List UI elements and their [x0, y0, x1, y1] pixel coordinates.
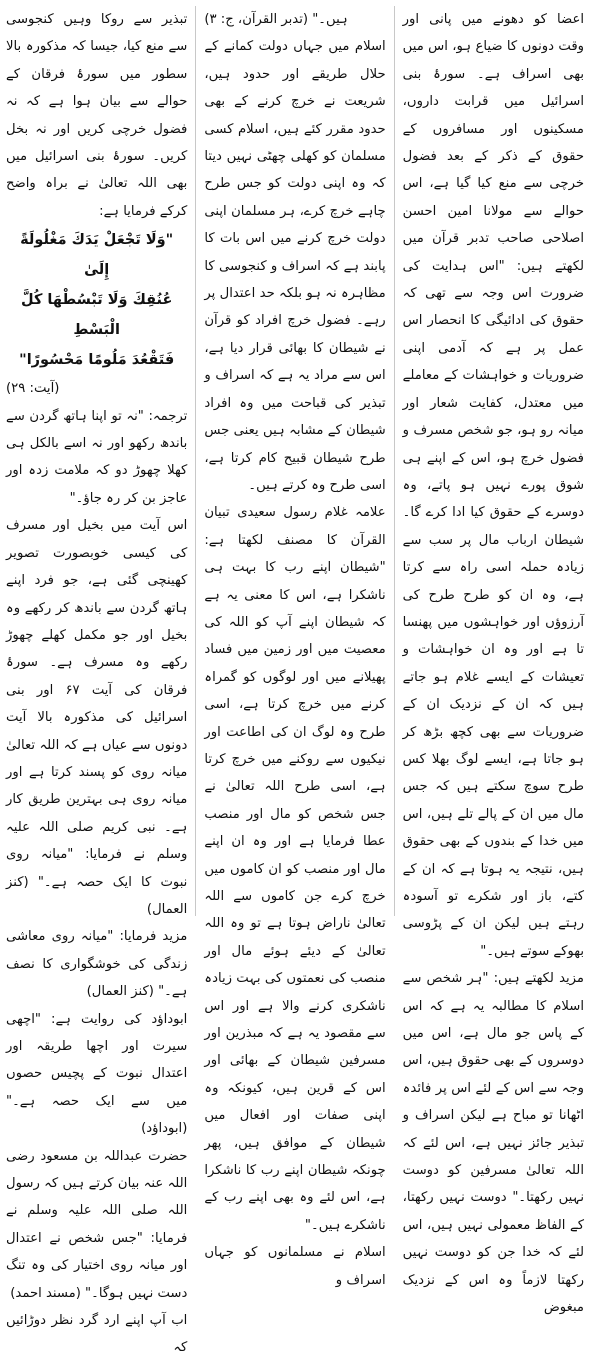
paragraph: اعضا کو دھونے میں پانی اور وقت دونوں کا ضیاع ہو، اس میں بھی اسراف ہے۔ سورۂ بنی اسرائیل میں قرابت داروں، مسکینوں اور مسافروں کے حقوق کے ذکر کے بعد فضول خرچی سے منع کیا گیا ہے، اس حوالے سے مولانا امین احسن اصلاحی صاحب تدبر قرآن میں لکھتے ہیں: "اس ہدایت کی ضرورت اس وجہ سے تھی کہ حقوق کی ادائیگی کا انحصار اس عمل پر ہے کہ آدمی اپنی ضروریات و خواہشات کے معاملے میں معتدل، کفایت شعار اور میانہ رو ہو، جو شخص مسرف و فضول خرچ ہو، اس کے اپنے ہی شوق پورے نہیں ہو پاتے، وہ دوسرے کے حقوق کیا ادا کرے گا۔ شیطان ارباب مال پر سب سے زیادہ حملہ اسی راہ سے کرتا ہے، وہ ان کو طرح طرح کی آرزوؤں اور خواہشوں میں پھنسا تا ہے اور وہ ان خواہشات و تعیشات کے ایسے غلام ہو جاتے ہیں کہ ان کے نزدیک ان کے ضروریات سے بھی کچھ بڑھ کر ہو جاتا ہے، ایسے لوگ بھلا کس طرح سوچ سکتے ہیں کہ جس مال میں ان کے پالے تلے ہیں، اس میں خدا کے بندوں کے بھی حقوق ہیں، نتیجہ یہ ہوتا ہے کہ ان کے کتے، باز اور شکرے تو آسودہ رہتے ہیں لیکن ان کے پڑوسی بھوکے سوتے ہیں۔" — [402, 12, 584, 959]
ayah-reference: (آیت: ۲۹) — [6, 381, 60, 397]
translation-paragraph: ترجمہ: "نہ تو اپنا ہاتھ گردن سے باندھ رکھو اور نہ اسے بالکل ہی کھلا چھوڑ دو کہ ملامت زدہ اور عاجز بن کر رہ جاؤ۔" — [6, 408, 188, 506]
column-divider — [195, 6, 196, 916]
paragraph: اس آیت میں بخیل اور مسرف کی کیسی خوبصورت تصویر کھینچی گئی ہے، جو فرد اپنے ہاتھ گردن سے باندھ کر رکھے وہ بخیل اور جو مکمل کھلے چھوڑ رکھے وہ مسرف ہے۔ سورۂ فرقان کی آیت ۶۷ اور بنی اسرائیل کی مذکورہ بالا آیت دونوں سے عیاں ہے کہ اللہ تعالیٰ میانہ روی کو پسند کرتا ہے اور میانہ روی ہی بہترین طریق کار ہے۔ نبی کریم صلی اللہ علیہ وسلم نے فرمایا: "میانہ روی نبوت کا ایک حصہ ہے۔" (کنز العمال) — [6, 518, 188, 917]
column-divider — [394, 6, 395, 916]
paragraph: حضرت عبداللہ بن مسعود رضی اللہ عنہ بیان کرتے ہیں کہ رسول اللہ صلی اللہ علیہ وسلم نے فرمایا: "جس شخص نے اعتدال اور میانہ روی اختیار کی وہ تنگ دست نہیں ہوگا۔" (مسند احمد) — [6, 1148, 188, 1301]
column-middle — [204, 6, 386, 1288]
quran-verse-line: عُنُقِكَ وَلَا تَبْسُطْهَا كُلَّ الْبَسْطِ — [21, 292, 173, 339]
paragraph: تبذیر سے روکا وہیں کنجوسی سے منع کیا، جیسا کہ مذکورہ بالا سطور میں سورۂ فرقان کے حوالے سے بیان ہوا ہے کہ نہ فضول خرچی کریں اور نہ بخل کریں۔ سورۂ بنی اسرائیل میں بھی اللہ تعالیٰ نے براہ واضح کرکے فرمایا ہے: — [6, 12, 188, 219]
paragraph: اسلام نے مسلمانوں کو جہاں اسراف و — [204, 1245, 386, 1288]
paragraph: اب آپ اپنے ارد گرد نظر دوڑائیں کہ — [6, 1313, 188, 1356]
quran-verse-line: فَتَقْعُدَ مَلُومًا مَحْسُورًا" — [19, 352, 175, 369]
column-right — [402, 6, 584, 1316]
paragraph: مزید لکھتے ہیں: "ہر شخص سے اسلام کا مطالبہ یہ ہے کہ اس کے پاس جو مال ہے، اس میں دوسروں کے بھی حقوق ہیں، اس وجہ سے اس کے لئے اس پر فائدہ اٹھانا تو مباح ہے لیکن اسراف و تبذیر جائز نہیں ہے، اس لئے کہ اللہ تعالیٰ مسرفین کو دوست نہیں رکھتا۔" دوست نہیں رکھتا، کے الفاظ معمولی نہیں ہیں، اس لئے کہ خدا جن کو دوست نہیں رکھتا لازماً وہ اس کے نزدیک مبغوض — [402, 971, 584, 1316]
quran-verse-line: "وَلَا تَجْعَلْ يَدَكَ مَغْلُولَةً إِلَىٰ — [20, 232, 174, 279]
paragraph: ابوداؤد کی روایت ہے: "اچھی سیرت اور اچھا طریقہ اور اعتدال نبوت کے پچیس حصوں میں سے ایک حصہ ہے۔" (ابوداؤد) — [6, 1011, 188, 1137]
citation-line: ہیں۔" (تدبر القرآن، ج: ۳) — [204, 12, 348, 27]
paragraph: علامہ غلام رسول سعیدی تبیان القرآن کا مصنف لکھتا ہے: "شیطان اپنے رب کا بہت ہی ناشکرا ہے، اس کا معنی یہ ہے کہ شیطان اپنے آپ کو اللہ کی معصیت میں اور زمین میں فساد پھیلانے میں اور لوگوں کو گمراہ کرنے میں خرچ کرتا ہے، اسی طرح وہ لوگ ان کی اطاعت اور نیکیوں سے روکنے میں خرچ کرتا ہے، اسی طرح اللہ تعالیٰ نے جس شخص کو مال اور منصب عطا فرمایا ہے اور وہ ان اپنے مال اور منصب کو ان کاموں میں خرچ کرے جن کاموں سے اللہ تعالیٰ ناراض ہوتا ہے تو وہ اللہ تعالیٰ کے دیئے ہوئے مال اور منصب کی نعمتوں کی بہت زیادہ ناشکری کرنے والا ہے اور اس سے مقصود یہ ہے کہ مبذرین اور مسرفین شیطان کے بھائی اور اس کے قرین ہیں، کیونکہ وہ اپنی صفات اور افعال میں شیطان کے موافق ہیں، پھر چونکہ شیطان اپنے رب کا ناشکرا ہے، اس لئے وہ بھی اپنے رب کے ناشکرے ہیں۔" — [204, 505, 386, 1233]
column-left — [6, 6, 188, 1356]
paragraph: اسلام میں جہاں دولت کمانے کے حلال طریقے اور حدود ہیں، شریعت نے خرچ کرنے کے بھی حدود مقرر کئے ہیں، اسلام کسی مسلمان کو کھلی چھٹی نہیں دیتا کہ وہ اپنی دولت کو جس طرح چاہے خرچ کرے، ہر مسلمان اپنی دولت خرچ کرنے میں اس بات کا پابند ہے کہ اسراف و کنجوسی کا مظاہرہ نہ ہو بلکہ حد اعتدال پر رہے۔ فضول خرچ افراد کو قرآن نے شیطان کا بھائی قرار دیا ہے، اس سے مراد یہ ہے کہ اسراف و تبذیر کی قباحت میں وہ افراد شیطان کے مشابہ ہیں یعنی جس طرح شیطان قبیح کام کرتا ہے، اسی طرح وہ کرتے ہیں۔ — [204, 39, 386, 493]
paragraph: مزید فرمایا: "میانہ روی معاشی زندگی کی خوشگواری کا نصف ہے۔" (کنز العمال) — [6, 929, 188, 1000]
